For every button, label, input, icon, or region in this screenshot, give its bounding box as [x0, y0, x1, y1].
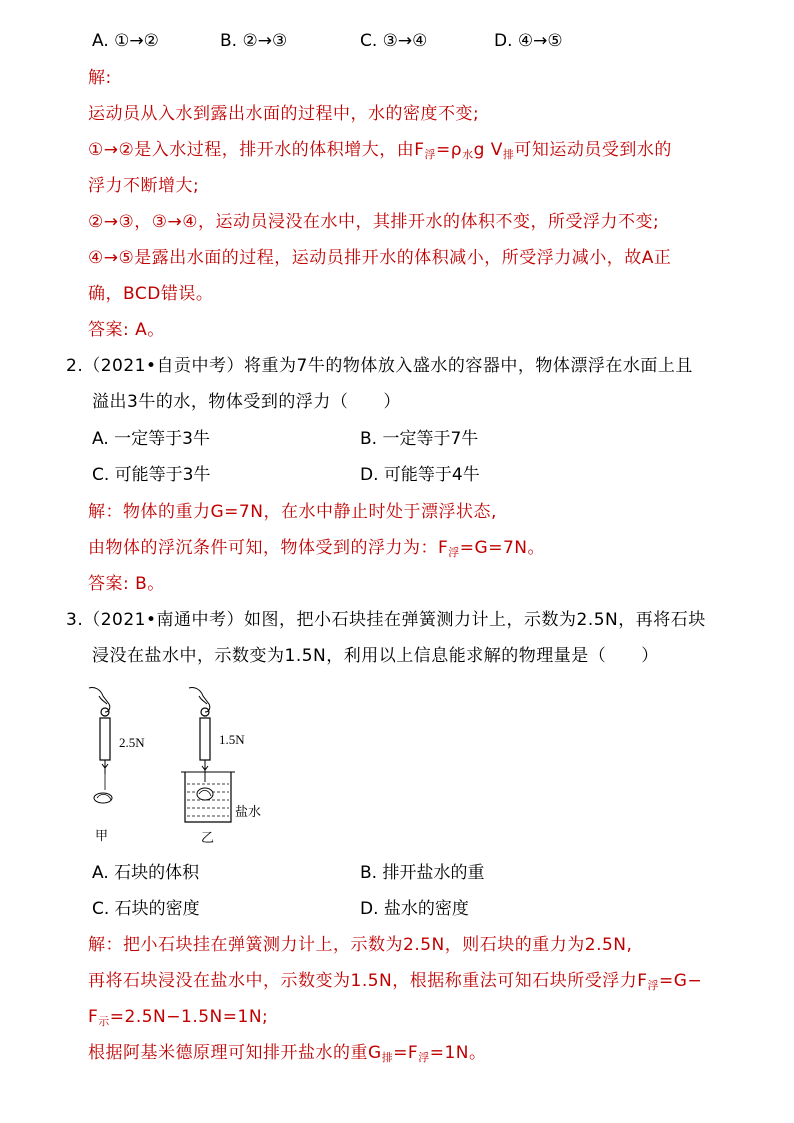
q3-stem-line1: 3.（2021•南通中考）如图，把小石块挂在弹簧测力计上，示数为2.5N，再将石块 — [66, 610, 706, 630]
q2-option-d: D. 可能等于4牛 — [360, 465, 480, 485]
q1-solution-line1: 运动员从入水到露出水面的过程中，水的密度不变; — [88, 104, 480, 124]
q2-option-c: C. 可能等于3牛 — [92, 465, 211, 485]
label-yanshui: 盐水 — [235, 805, 262, 820]
q2-solution-line2: 由物体的浮沉条件可知，物体受到的浮力为：$F_浮=G=7N$。 — [88, 538, 545, 559]
q1-solution-line5: ④→⑤是露出水面的过程，运动员排开水的体积减小，所受浮力减小，故A正 — [88, 248, 672, 268]
q2-solution-line1: 解：物体的重力G=7N，在水中静止时处于漂浮状态, — [88, 502, 497, 522]
option-c: C. ③→④ — [360, 31, 428, 51]
q3-stem-line2: 浸没在盐水中，示数变为1.5N，利用以上信息能求解的物理量是（ ） — [92, 646, 659, 666]
q1-solution-line6: 确，BCD错误。 — [88, 284, 214, 304]
q3-solution-line2: 再将石块浸没在盐水中，示数变为1.5N，根据称重法可知石块所受浮力$F_浮=G-$ — [88, 971, 703, 992]
q2-stem-line2: 溢出3牛的水，物体受到的浮力（ ） — [92, 392, 401, 412]
q2-option-a: A. 一定等于3牛 — [92, 429, 210, 449]
reading-right: 1.5N — [219, 732, 245, 747]
q1-solution-label: 解: — [88, 68, 112, 88]
q1-solution-line3: 浮力不断增大; — [88, 176, 200, 196]
option-a: A. ①→② — [92, 31, 159, 51]
q3-option-a: A. 石块的体积 — [92, 863, 200, 883]
spring-scale-figure — [85, 682, 275, 852]
q3-option-d: D. 盐水的密度 — [360, 899, 469, 919]
label-yi: 乙 — [201, 831, 215, 846]
q2-answer: 答案: B。 — [88, 574, 165, 594]
q3-option-b: B. 排开盐水的重 — [360, 863, 485, 883]
option-b: B. ②→③ — [220, 31, 288, 51]
reading-left: 2.5N — [119, 735, 145, 750]
right-scale-body — [200, 718, 210, 760]
q2-option-b: B. 一定等于7牛 — [360, 429, 479, 449]
left-scale-body — [100, 718, 110, 760]
q1-answer: 答案: A。 — [88, 320, 165, 340]
q1-solution-line4: ②→③，③→④，运动员浸没在水中，其排开水的体积不变，所受浮力不变; — [88, 212, 660, 232]
q3-option-c: C. 石块的密度 — [92, 899, 200, 919]
q3-solution-line3: $F_示=2.5N-1.5N=1N$; — [88, 1007, 269, 1028]
q2-stem-line1: 2.（2021•自贡中考）将重为7牛的物体放入盛水的容器中，物体漂浮在水面上且 — [66, 356, 693, 376]
option-d: D. ④→⑤ — [494, 31, 563, 51]
q3-solution-line4: 根据阿基米德原理可知排开盐水的重$G_排=F_浮=1N$。 — [88, 1043, 487, 1064]
q1-solution-line2: ①→②是入水过程，排开水的体积增大，由$F_浮=\rho_水g$ $V_排$可知运动员受到水的 — [88, 140, 672, 161]
q3-solution-line1: 解：把小石块挂在弹簧测力计上，示数为2.5N，则石块的重力为2.5N, — [88, 935, 633, 955]
label-jia: 甲 — [95, 829, 109, 844]
